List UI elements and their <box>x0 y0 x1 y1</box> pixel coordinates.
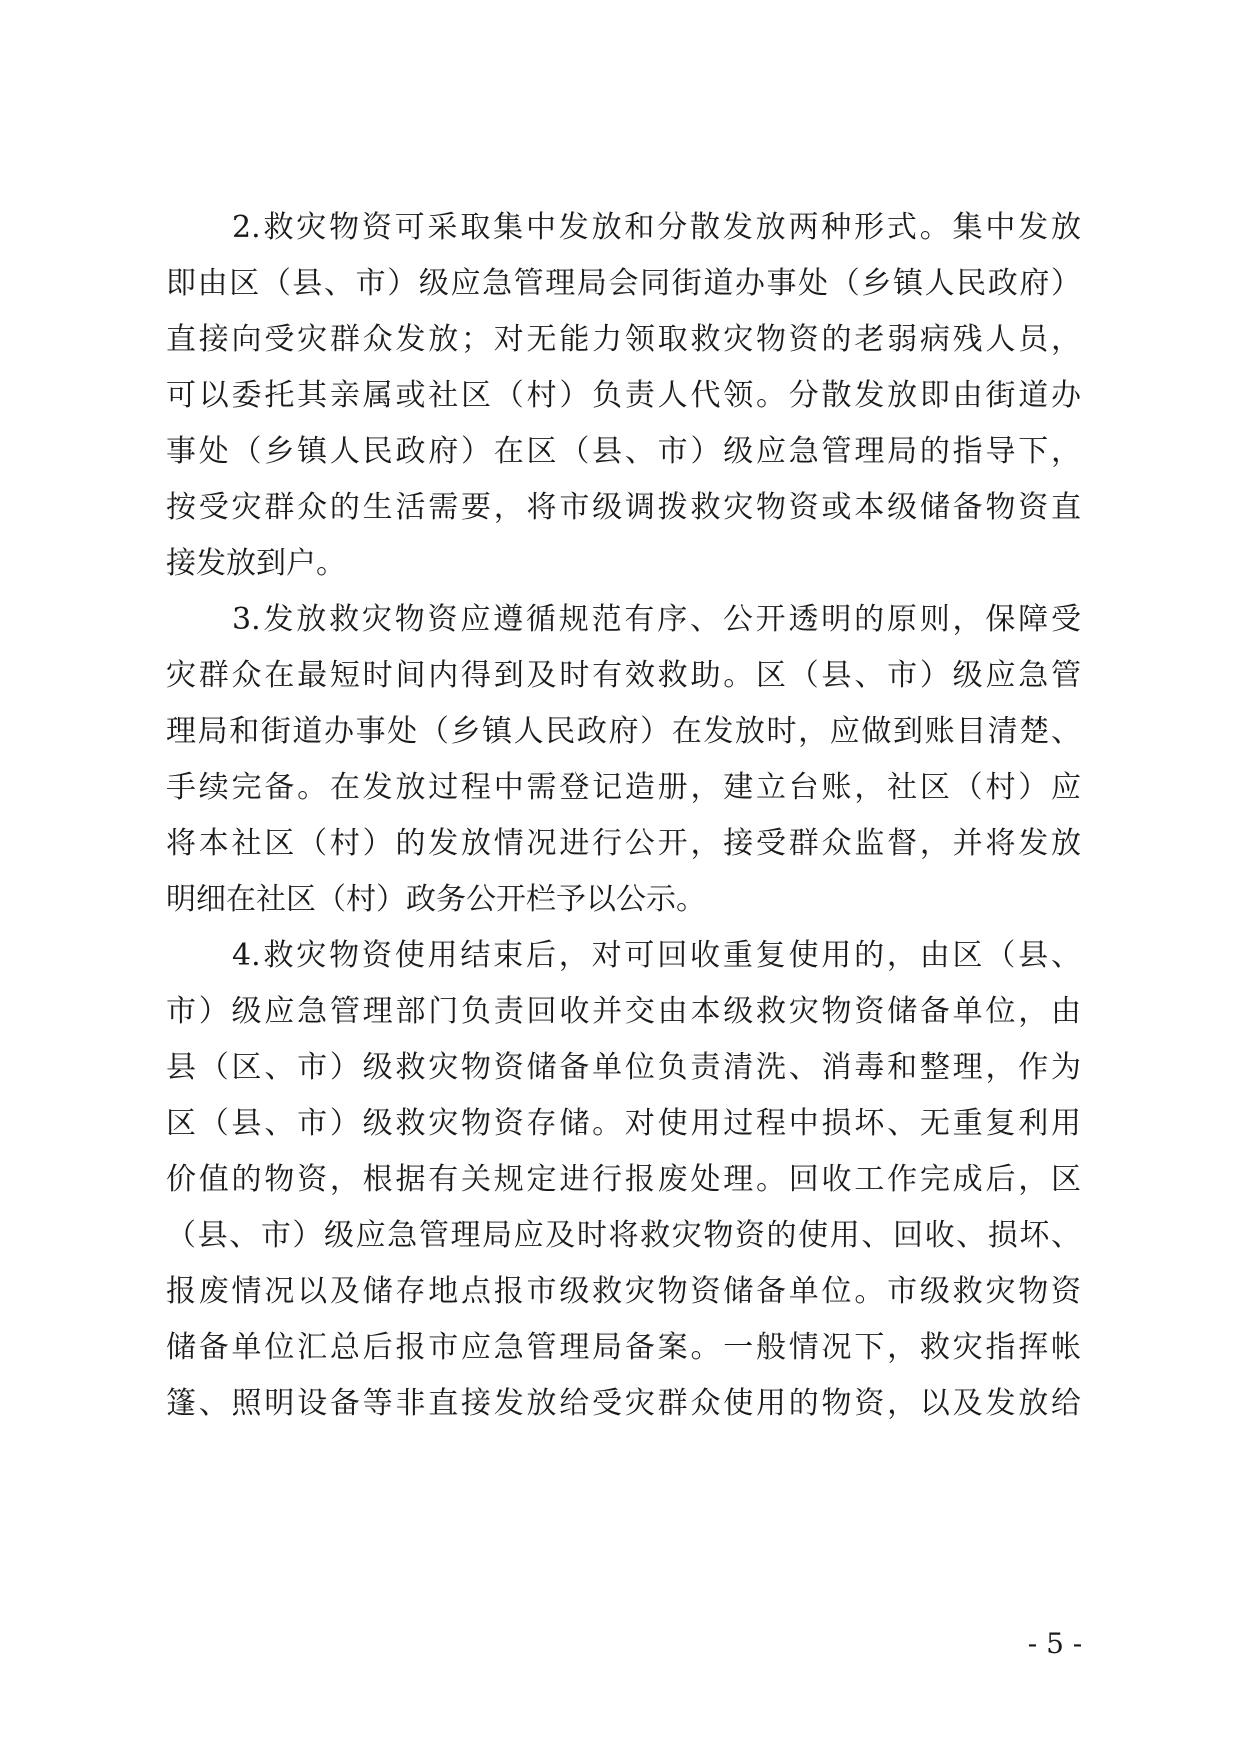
text-line: 2.救灾物资可采取集中发放和分散发放两种形式。集中发放 <box>232 210 1081 245</box>
text-line: 可以委托其亲属或社区（村）负责人代领。分散发放即由街道办 <box>166 378 1081 413</box>
text-line: 灾群众在最短时间内得到及时有效救助。区（县、市）级应急管 <box>166 658 1081 693</box>
text-line: 县（区、市）级救灾物资储备单位负责清洗、消毒和整理，作为 <box>166 1050 1081 1085</box>
text-line: 明细在社区（村）政务公开栏予以公示。 <box>166 882 706 917</box>
text-line: 手续完备。在发放过程中需登记造册，建立台账，社区（村）应 <box>166 770 1081 805</box>
text-line: 将本社区（村）的发放情况进行公开，接受群众监督，并将发放 <box>166 826 1081 861</box>
text-line: 接发放到户。 <box>166 546 346 581</box>
text-line: 即由区（县、市）级应急管理局会同街道办事处（乡镇人民政府） <box>166 266 1081 301</box>
text-line: 按受灾群众的生活需要，将市级调拨救灾物资或本级储备物资直 <box>166 490 1081 525</box>
page-number: - 5 - <box>1027 1627 1083 1660</box>
text-line: 4.救灾物资使用结束后，对可回收重复使用的，由区（县、 <box>232 938 1081 973</box>
text-line: 3.发放救灾物资应遵循规范有序、公开透明的原则，保障受 <box>232 602 1081 637</box>
text-line: 价值的物资，根据有关规定进行报废处理。回收工作完成后，区 <box>166 1162 1081 1197</box>
text-line: （县、市）级应急管理局应及时将救灾物资的使用、回收、损坏、 <box>166 1218 1081 1253</box>
text-line: 区（县、市）级救灾物资存储。对使用过程中损坏、无重复利用 <box>166 1106 1081 1141</box>
text-line: 篷、照明设备等非直接发放给受灾群众使用的物资，以及发放给 <box>166 1386 1081 1421</box>
text-line: 理局和街道办事处（乡镇人民政府）在发放时，应做到账目清楚、 <box>166 714 1081 749</box>
text-line: 储备单位汇总后报市应急管理局备案。一般情况下，救灾指挥帐 <box>166 1330 1081 1365</box>
text-line: 事处（乡镇人民政府）在区（县、市）级应急管理局的指导下， <box>166 434 1081 469</box>
text-line: 直接向受灾群众发放；对无能力领取救灾物资的老弱病残人员， <box>166 322 1081 357</box>
text-line: 报废情况以及储存地点报市级救灾物资储备单位。市级救灾物资 <box>166 1274 1081 1309</box>
text-line: 市）级应急管理部门负责回收并交由本级救灾物资储备单位，由 <box>166 994 1081 1029</box>
